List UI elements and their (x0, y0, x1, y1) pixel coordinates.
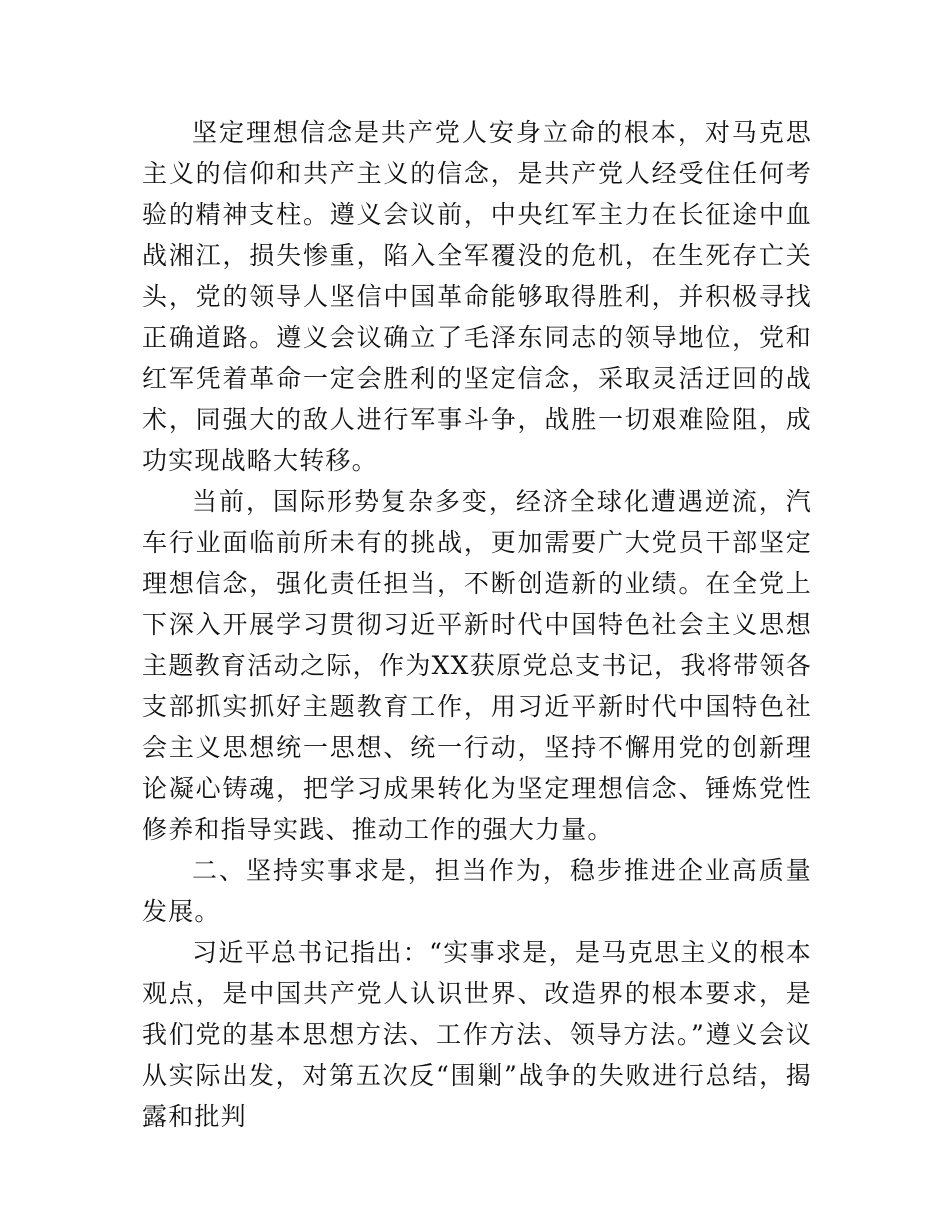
paragraph-ideals-faith: 坚定理想信念是共产党人安身立命的根本，对马克思主义的信仰和共产主义的信念，是共产党人经受住任何考验的精神支柱。遵义会议前，中央红军主力在长征途中血战湘江，损失惨重，陷入全军覆没的危机，在生死存亡关头，党的领导人坚信中国革命能够取得胜利，并积极寻找正确道路。遵义会议确立了毛泽东同志的领导地位，党和红军凭着革命一定会胜利的坚定信念，采取灵活迂回的战术，同强大的敌人进行军事斗争，战胜一切艰难险阻，成功实现战略大转移。 (142, 118, 812, 475)
section-heading-seek-truth: 二、坚持实事求是，担当作为，稳步推进企业高质量发展。 (142, 856, 812, 926)
paragraph-current-situation: 当前，国际形势复杂多变，经济全球化遭遇逆流，汽车行业面临前所未有的挑战，更加需要广大党员干部坚定理想信念，强化责任担当，不断创造新的业绩。在全党上下深入开展学习贯彻习近平新时代中国特色社会主义思想主题教育活动之际，作为XX获原党总支书记，我将带领各支部抓实抓好主题教育工作，用习近平新时代中国特色社会主义思想统一思想、统一行动，坚持不懈用党的创新理论凝心铸魂，把学习成果转化为坚定理想信念、锤炼党性修养和指导实践、推动工作的强大力量。 (142, 487, 812, 844)
paragraph-seek-truth-quote: 习近平总书记指出：“实事求是，是马克思主义的根本观点，是中国共产党人认识世界、改造界的根本要求，是我们党的基本思想方法、工作方法、领导方法。”遵义会议从实际出发，对第五次反“围剿”战争的失败进行总结，揭露和批判 (142, 938, 812, 1131)
document-body (142, 112, 812, 1137)
